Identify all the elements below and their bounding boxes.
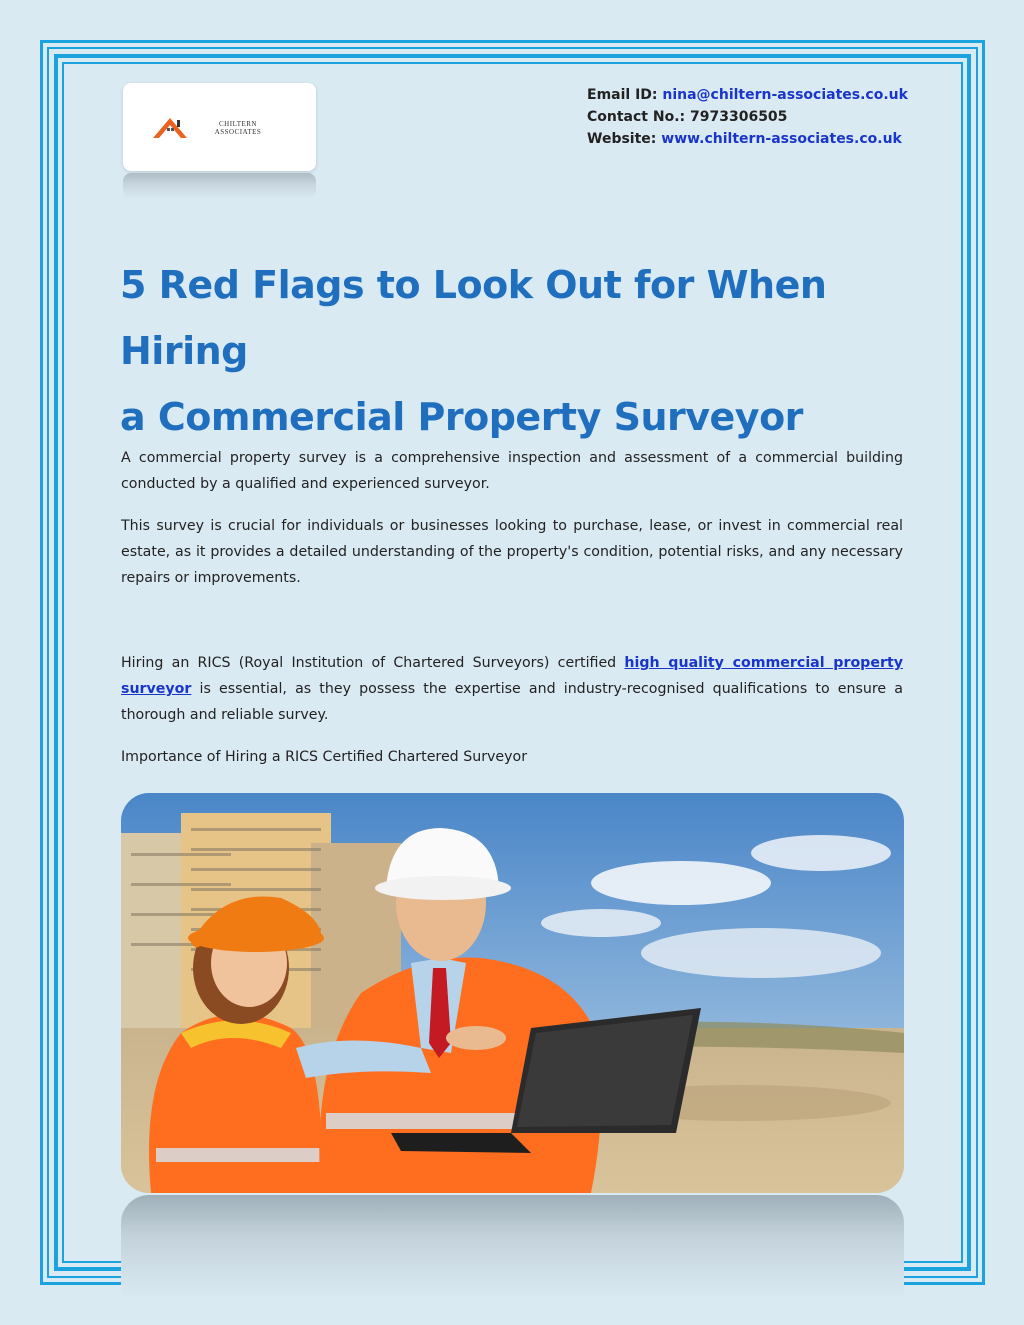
- title-line-1: 5 Red Flags to Look Out for When Hiring: [120, 263, 827, 373]
- phone-label: Contact No.:: [587, 109, 686, 125]
- rics-paragraph: [121, 650, 903, 728]
- purpose-paragraph: This survey is crucial for individuals or businesses looking to purchase, lease, or invest in commercial real estate, as it provides a detailed understanding of the property's condition, potential risks, and any necessary repairs or improvements.: [121, 518, 903, 586]
- photo-reflection: [121, 1195, 904, 1300]
- email-label: Email ID:: [587, 87, 658, 103]
- house-roof-icon: [153, 116, 187, 138]
- email-row: [587, 84, 908, 106]
- website-label: Website:: [587, 131, 657, 147]
- email-link[interactable]: nina@chiltern-associates.co.uk: [662, 87, 908, 103]
- logo-line-1: CHILTERN: [219, 120, 257, 128]
- title-line-2: a Commercial Property Surveyor: [120, 395, 803, 439]
- logo-reflection: [123, 173, 316, 199]
- phone-value: 7973306505: [690, 109, 788, 125]
- section-heading: Importance of Hiring a RICS Certified Chartered Surveyor: [121, 749, 528, 765]
- rics-text-after: is essential, as they possess the expertise and industry-recognised qualifications to ensure a thorough and reliable survey.: [121, 681, 903, 723]
- surveyors-illustration: [121, 793, 904, 1193]
- surveyors-photo: [121, 793, 904, 1193]
- contact-block: [587, 84, 908, 150]
- intro-paragraph: A commercial property survey is a comprehensive inspection and assessment of a commercial building conducted by a qualified and experienced surveyor.: [121, 450, 903, 492]
- company-logo[interactable]: [123, 83, 316, 171]
- website-row: [587, 128, 908, 150]
- phone-row: [587, 106, 908, 128]
- surveyor-link[interactable]: high quality commercial property surveyor: [121, 655, 903, 697]
- rics-text-before: Hiring an RICS (Royal Institution of Chartered Surveyors) certified: [121, 655, 625, 671]
- logo-text: [183, 120, 293, 136]
- website-link[interactable]: www.chiltern-associates.co.uk: [661, 131, 902, 147]
- page-title: [120, 252, 920, 450]
- logo-line-2: ASSOCIATES: [214, 128, 262, 136]
